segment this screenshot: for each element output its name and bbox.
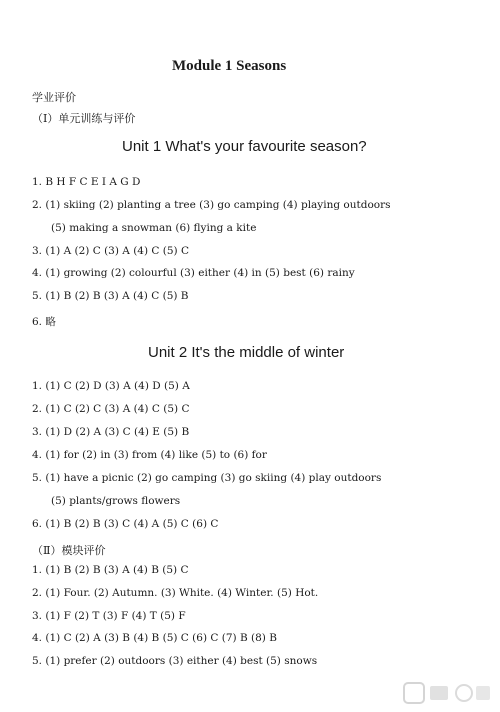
unit1-line: 5. (1) B (2) B (3) A (4) C (5) B (32, 290, 189, 302)
part2-line: 4. (1) C (2) A (3) B (4) B (5) C (6) C (7) B (8) B (32, 632, 277, 644)
watermark-logo-icon (402, 680, 492, 706)
unit1-line: 2. (1) skiing (2) planting a tree (3) go camping (4) playing outdoors (32, 199, 391, 211)
unit2-line: 1. (1) C (2) D (3) A (4) D (5) A (32, 380, 190, 392)
module-title: Module 1 Seasons (172, 58, 287, 74)
unit1-line: (5) making a snowman (6) flying a kite (51, 222, 257, 234)
unit1-line: 6. 略 (32, 316, 56, 328)
unit1-line: 1. B H F C E I A G D (32, 176, 141, 188)
unit2-line: 6. (1) B (2) B (3) C (4) A (5) C (6) C (32, 518, 219, 530)
part2-label: （Ⅱ）模块评价 (32, 544, 106, 557)
part2-line: 1. (1) B (2) B (3) A (4) B (5) C (32, 564, 189, 576)
unit2-line: 3. (1) D (2) A (3) C (4) E (5) B (32, 426, 190, 438)
part2-line: 3. (1) F (2) T (3) F (4) T (5) F (32, 610, 186, 622)
section-label: 学业评价 (32, 91, 76, 104)
part2-line: 5. (1) prefer (2) outdoors (3) either (4) best (5) snows (32, 655, 318, 667)
unit1-title: Unit 1 What's your favourite season? (122, 138, 367, 155)
unit2-line: 5. (1) have a picnic (2) go camping (3) go skiing (4) play outdoors (32, 472, 382, 484)
unit2-line: (5) plants/grows flowers (51, 495, 181, 507)
unit1-line: 3. (1) A (2) C (3) A (4) C (5) C (32, 245, 190, 257)
unit1-line: 4. (1) growing (2) colourful (3) either (4) in (5) best (6) rainy (32, 267, 355, 279)
unit2-title: Unit 2 It's the middle of winter (148, 344, 345, 361)
unit2-line: 4. (1) for (2) in (3) from (4) like (5) to (6) for (32, 449, 267, 461)
unit2-line: 2. (1) C (2) C (3) A (4) C (5) C (32, 403, 190, 415)
part2-line: 2. (1) Four. (2) Autumn. (3) White. (4) Winter. (5) Hot. (32, 587, 319, 599)
part1-label: （Ⅰ）单元训练与评价 (32, 112, 136, 125)
